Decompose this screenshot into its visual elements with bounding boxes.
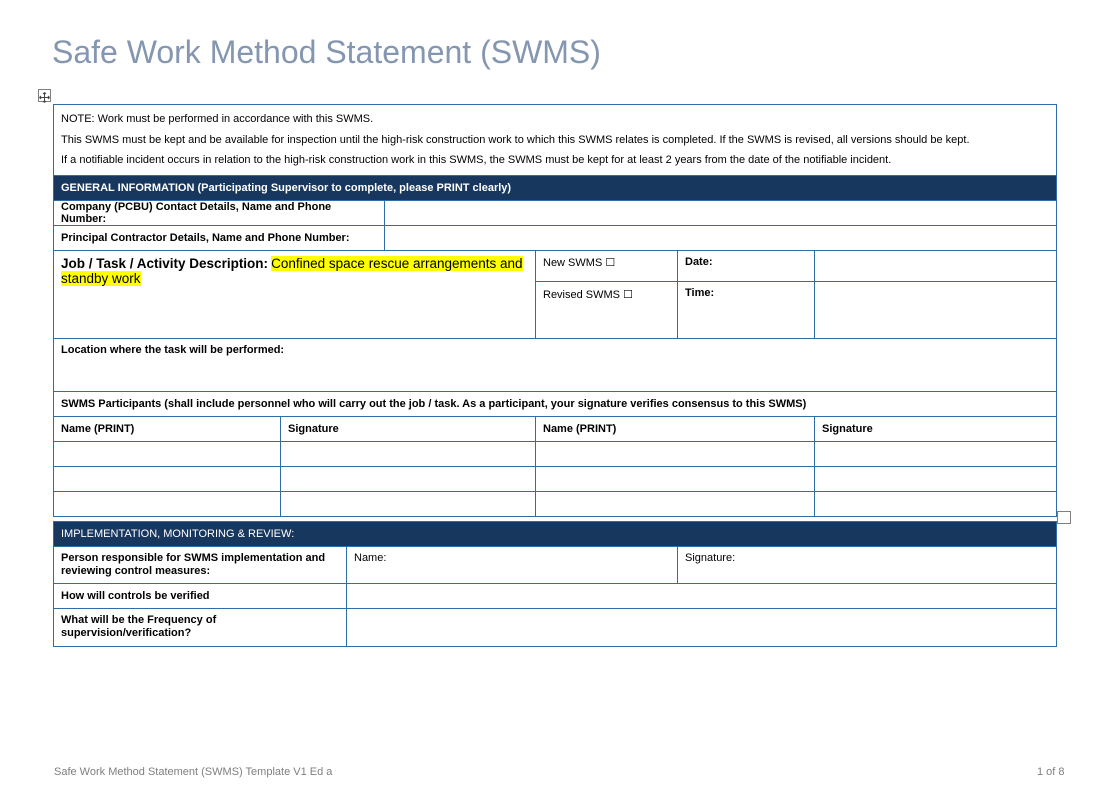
participant-name-cell[interactable] <box>54 441 281 466</box>
controls-verified-label: How will controls be verified <box>54 584 347 609</box>
table-move-handle[interactable] <box>38 89 51 102</box>
footer-document-name: Safe Work Method Statement (SWMS) Template V1 Ed a <box>54 766 333 778</box>
note-line-3: If a notifiable incident occurs in relation to the high-risk construction work in this SWMS, the SWMS must be kept for at least 2 years from the date of the notifiable incident. <box>61 154 892 166</box>
participant-signature-cell[interactable] <box>815 466 1057 491</box>
participant-signature-cell[interactable] <box>281 491 536 516</box>
frequency-label: What will be the Frequency of supervision/verification? <box>54 609 347 647</box>
principal-contractor-field[interactable] <box>385 225 1057 250</box>
location-field[interactable]: Location where the task will be performed: <box>54 338 1057 391</box>
new-swms-cell[interactable] <box>536 250 678 281</box>
company-field[interactable] <box>385 200 1057 225</box>
controls-verified-field[interactable] <box>347 584 1057 609</box>
page-number: 1 of 8 <box>1037 766 1065 778</box>
participants-header: SWMS Participants (shall include personnel who will carry out the job / task. As a participant, your signature verifies consensus to this SWMS) <box>54 391 1057 416</box>
participant-signature-cell[interactable] <box>815 491 1057 516</box>
date-label[interactable]: Date: <box>678 250 815 281</box>
participant-name-cell[interactable] <box>536 491 815 516</box>
table-row <box>54 491 1057 516</box>
implementation-table <box>53 521 1057 647</box>
participant-name-cell[interactable] <box>54 466 281 491</box>
note-line-1: NOTE: Work must be performed in accordance with this SWMS. <box>61 113 374 125</box>
time-label[interactable]: Time: <box>678 281 815 338</box>
page-title: Safe Work Method Statement (SWMS) <box>52 34 601 70</box>
implementation-header: IMPLEMENTATION, MONITORING & REVIEW: <box>54 522 1057 547</box>
principal-contractor-label: Principal Contractor Details, Name and Phone Number: <box>54 225 385 250</box>
time-field[interactable] <box>815 281 1057 338</box>
table-resize-handle[interactable] <box>1057 511 1071 524</box>
person-responsible-label: Person responsible for SWMS implementation and reviewing control measures: <box>54 547 347 584</box>
job-description-cell[interactable] <box>54 250 536 338</box>
signature-field[interactable]: Signature: <box>678 547 1057 584</box>
revised-swms-label: Revised SWMS <box>543 288 621 301</box>
participant-name-cell[interactable] <box>536 466 815 491</box>
note-line-2: This SWMS must be kept and be available for inspection until the high-risk construction work to which this SWMS relates is completed. If the SWMS is revised, all versions should be kept. <box>61 133 970 146</box>
participant-name-cell[interactable] <box>536 441 815 466</box>
general-information-header: GENERAL INFORMATION (Participating Supervisor to complete, please PRINT clearly) <box>54 175 1057 200</box>
participant-name-header: Name (PRINT) <box>54 416 281 441</box>
table-row <box>54 466 1057 491</box>
revised-swms-cell[interactable] <box>536 281 678 338</box>
general-information-table <box>53 104 1057 517</box>
name-field[interactable]: Name: <box>347 547 678 584</box>
revised-swms-checkbox[interactable]: ☐ <box>623 288 633 301</box>
job-description-label: Job / Task / Activity Description: <box>61 255 269 271</box>
participant-signature-cell[interactable] <box>281 441 536 466</box>
frequency-field[interactable] <box>347 609 1057 647</box>
new-swms-label: New SWMS <box>543 256 603 269</box>
table-row <box>54 441 1057 466</box>
participant-signature-cell[interactable] <box>815 441 1057 466</box>
participant-signature-header: Signature <box>815 416 1057 441</box>
note-cell[interactable] <box>54 105 1057 176</box>
participant-name-cell[interactable] <box>54 491 281 516</box>
participant-name-header: Name (PRINT) <box>536 416 815 441</box>
date-field[interactable] <box>815 250 1057 281</box>
move-icon <box>39 92 50 103</box>
participant-signature-cell[interactable] <box>281 466 536 491</box>
new-swms-checkbox[interactable]: ☐ <box>605 256 616 269</box>
participant-signature-header: Signature <box>281 416 536 441</box>
job-description-value[interactable]: Confined space rescue arrangements and standby work <box>61 255 523 286</box>
company-label: Company (PCBU) Contact Details, Name and Phone Number: <box>54 200 385 225</box>
